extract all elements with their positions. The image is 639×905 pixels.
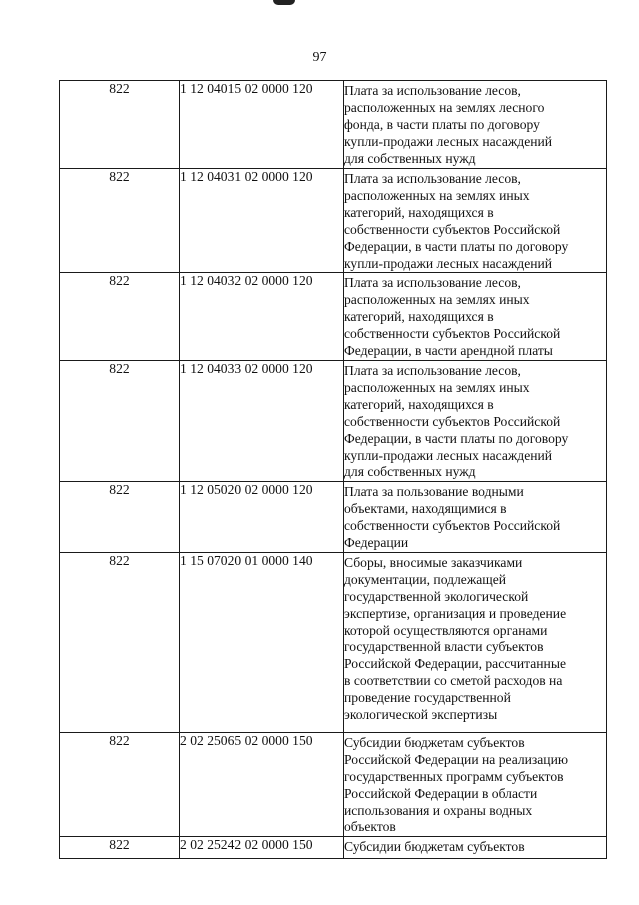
description-line: фонда, в части платы по договору xyxy=(344,116,540,132)
description-cell xyxy=(344,360,607,481)
table-row xyxy=(60,273,607,361)
description-line: государственной власти субъектов xyxy=(344,639,544,655)
description-line: собственности субъектов Российской xyxy=(344,518,561,534)
description-cell xyxy=(344,81,607,169)
description-cell xyxy=(344,837,607,859)
admin-code-cell: 822 xyxy=(60,552,180,732)
description-cell xyxy=(344,732,607,836)
budget-code-cell: 1 12 04033 02 0000 120 xyxy=(180,360,344,481)
description-line: Субсидии бюджетам субъектов xyxy=(344,734,525,750)
description-line: Плата за использование лесов, xyxy=(344,362,521,378)
table-row xyxy=(60,552,607,732)
page-number: 97 xyxy=(312,50,327,65)
budget-code-cell: 1 12 04031 02 0000 120 xyxy=(180,169,344,273)
table-row xyxy=(60,732,607,836)
description-line: объектами, находящимися в xyxy=(344,501,507,517)
admin-code-cell: 822 xyxy=(60,482,180,553)
description-line: экологической экспертизы xyxy=(344,707,498,723)
description-line: которой осуществляются органами xyxy=(344,622,548,638)
budget-code-cell: 2 02 25065 02 0000 150 xyxy=(180,732,344,836)
description-line: категорий, находящихся в xyxy=(344,309,494,325)
description-line: собственности субъектов Российской xyxy=(344,326,561,342)
description-line: Сборы, вносимые заказчиками xyxy=(344,554,523,570)
description-line: собственности субъектов Российской xyxy=(344,413,561,429)
description-line: купли-продажи лесных насаждений xyxy=(344,447,553,463)
description-line: проведение государственной xyxy=(344,690,511,706)
budget-code-cell: 2 02 25242 02 0000 150 xyxy=(180,837,344,859)
description-line: государственных программ субъектов xyxy=(344,768,564,784)
description-line: Плата за использование лесов, xyxy=(344,83,521,98)
table-row xyxy=(60,482,607,553)
description-line: Субсидии бюджетам субъектов xyxy=(344,839,525,855)
description-line: объектов xyxy=(344,819,396,835)
description-line: для собственных нужд xyxy=(344,464,476,480)
description-line: Федерации, в части платы по договору xyxy=(344,430,569,446)
description-line: купли-продажи лесных насаждений xyxy=(344,255,553,271)
admin-code-cell: 822 xyxy=(60,273,180,361)
description-line: Российской Федерации в области xyxy=(344,785,538,801)
description-line: для собственных нужд xyxy=(344,150,476,166)
description-line: расположенных на землях иных xyxy=(344,187,530,203)
description-line: Плата за использование лесов, xyxy=(344,275,521,291)
description-line: расположенных на землях иных xyxy=(344,379,530,395)
description-line: государственной экологической xyxy=(344,588,529,604)
description-line: Плата за пользование водными xyxy=(344,484,524,500)
description-cell xyxy=(344,169,607,273)
budget-code-cell: 1 15 07020 01 0000 140 xyxy=(180,552,344,732)
description-line: Федерации, в части арендной платы xyxy=(344,343,553,359)
table-row xyxy=(60,169,607,273)
description-line: экспертизе, организация и проведение xyxy=(344,605,567,621)
description-line: Федерации xyxy=(344,535,409,551)
description-line: собственности субъектов Российской xyxy=(344,221,561,237)
description-line: Российской Федерации, рассчитанные xyxy=(344,656,566,672)
table-row xyxy=(60,360,607,481)
description-line: категорий, находящихся в xyxy=(344,396,494,412)
budget-code-cell: 1 12 04032 02 0000 120 xyxy=(180,273,344,361)
description-cell xyxy=(344,273,607,361)
description-line: расположенных на землях лесного xyxy=(344,99,545,115)
table-row xyxy=(60,837,607,859)
budget-classification-table xyxy=(59,80,607,859)
admin-code-cell: 822 xyxy=(60,81,180,169)
budget-code-cell: 1 12 04015 02 0000 120 xyxy=(180,81,344,169)
description-line: категорий, находящихся в xyxy=(344,204,494,220)
description-line: Российской Федерации на реализацию xyxy=(344,751,569,767)
description-line: использования и охраны водных xyxy=(344,802,533,818)
description-line: Плата за использование лесов, xyxy=(344,171,521,186)
admin-code-cell: 822 xyxy=(60,837,180,859)
admin-code-cell: 822 xyxy=(60,169,180,273)
description-line: в соответствии со сметой расходов на xyxy=(344,673,563,689)
table-body xyxy=(60,81,607,859)
admin-code-cell: 822 xyxy=(60,360,180,481)
budget-code-cell: 1 12 05020 02 0000 120 xyxy=(180,482,344,553)
scan-top-mark xyxy=(273,0,295,5)
table-row xyxy=(60,81,607,169)
description-line: документации, подлежащей xyxy=(344,571,507,587)
description-cell xyxy=(344,482,607,553)
description-cell xyxy=(344,552,607,732)
admin-code-cell: 822 xyxy=(60,732,180,836)
description-line: Федерации, в части платы по договору xyxy=(344,238,569,254)
description-line: расположенных на землях иных xyxy=(344,292,530,308)
description-line: купли-продажи лесных насаждений xyxy=(344,133,553,149)
